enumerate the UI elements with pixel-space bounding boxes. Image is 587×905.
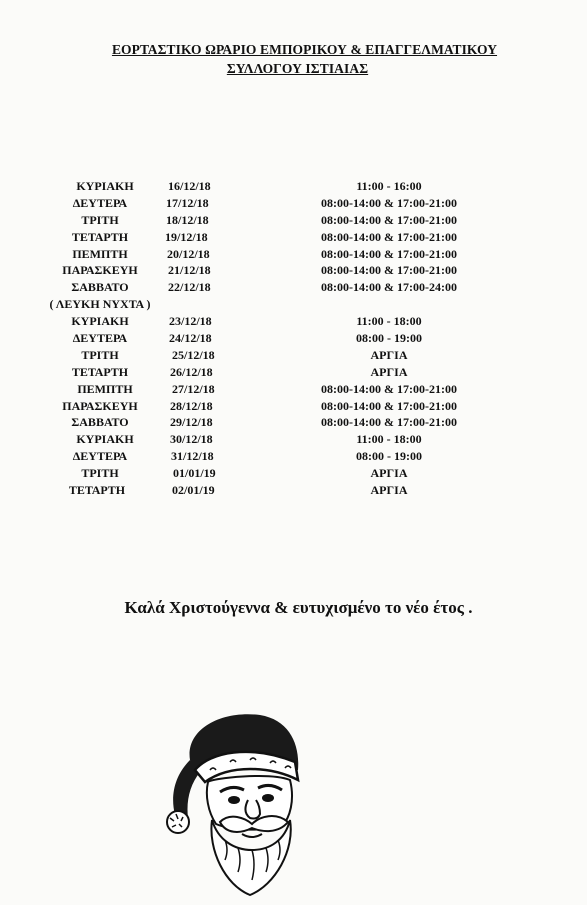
- schedule-date: 27/12/18: [172, 381, 215, 396]
- schedule-day: ΚΥΡΙΑΚΗ: [71, 314, 129, 329]
- schedule-row: [0, 398, 587, 415]
- schedule-date: 20/12/18: [167, 246, 210, 261]
- schedule-day: ΔΕΥΤΕΡΑ: [72, 449, 128, 464]
- schedule-row: [0, 347, 587, 364]
- schedule-row: [0, 296, 587, 313]
- schedule-day: ΣΑΒΒΑΤΟ: [71, 415, 129, 430]
- schedule-row: [0, 431, 587, 448]
- schedule-day: ΤΕΤΑΡΤΗ: [71, 229, 129, 244]
- schedule-day: ( ΛΕΥΚΗ ΝΥΧΤΑ ): [49, 297, 151, 312]
- schedule-day: ΠΑΡΑΣΚΕΥΗ: [62, 398, 138, 413]
- schedule-date: 25/12/18: [172, 347, 215, 362]
- schedule-row: [0, 212, 587, 229]
- schedule-row: [0, 246, 587, 263]
- schedule-day: ΤΡΙΤΗ: [81, 212, 119, 227]
- schedule-date: 30/12/18: [170, 432, 213, 447]
- schedule-day: ΚΥΡΙΑΚΗ: [76, 179, 134, 193]
- schedule-hours: 08:00-14:00 & 17:00-21:00: [321, 229, 457, 244]
- schedule-row: [0, 465, 587, 482]
- schedule-day: ΤΕΤΑΡΤΗ: [71, 364, 129, 379]
- schedule-date: 21/12/18: [168, 263, 211, 278]
- title-line-2: ΣΥΛΛΟΓΟΥ ΙΣΤΙΑΙΑΣ: [226, 61, 369, 76]
- schedule-day: ΠΕΜΠΤΗ: [72, 246, 128, 261]
- schedule-row: [0, 195, 587, 212]
- schedule-hours: 08:00-14:00 & 17:00-21:00: [321, 398, 457, 413]
- schedule-hours: 08:00-14:00 & 17:00-24:00: [321, 280, 457, 295]
- schedule-row: [0, 482, 587, 499]
- schedule-hours: 08:00-14:00 & 17:00-21:00: [321, 212, 457, 227]
- schedule-hours: ΑΡΓΙΑ: [370, 364, 408, 379]
- schedule-date: 17/12/18: [166, 195, 209, 210]
- schedule-row: [0, 279, 587, 296]
- schedule-row: [0, 178, 587, 195]
- schedule-date: 23/12/18: [169, 314, 212, 329]
- schedule-date: 31/12/18: [171, 449, 214, 464]
- schedule-date: 01/01/19: [173, 466, 216, 481]
- schedule-date: 22/12/18: [168, 280, 211, 295]
- holiday-schedule: [0, 178, 587, 499]
- schedule-day: ΔΕΥΤΕΡΑ: [72, 331, 128, 346]
- schedule-hours: 08:00 - 19:00: [356, 331, 422, 346]
- schedule-row: [0, 262, 587, 279]
- greeting-text: Καλά Χριστούγεννα & ευτυχισμένο το νέο έτος .: [124, 598, 473, 617]
- schedule-date: 16/12/18: [168, 179, 211, 193]
- schedule-date: 29/12/18: [170, 415, 213, 430]
- schedule-hours: 08:00 - 19:00: [356, 449, 422, 464]
- schedule-date: 24/12/18: [169, 331, 212, 346]
- schedule-day: ΚΥΡΙΑΚΗ: [76, 432, 134, 447]
- schedule-row: [0, 414, 587, 431]
- schedule-day: ΔΕΥΤΕΡΑ: [72, 195, 128, 210]
- schedule-day: ΠΕΜΠΤΗ: [77, 381, 133, 396]
- schedule-row: [0, 381, 587, 398]
- schedule-hours: 11:00 - 18:00: [356, 314, 422, 329]
- schedule-day: ΤΕΤΑΡΤΗ: [68, 483, 126, 498]
- schedule-date: 26/12/18: [170, 364, 213, 379]
- schedule-date: 18/12/18: [166, 212, 209, 227]
- schedule-hours: ΑΡΓΙΑ: [370, 483, 408, 498]
- schedule-row: [0, 229, 587, 246]
- schedule-date: 19/12/18: [165, 229, 208, 244]
- schedule-date: 28/12/18: [170, 398, 213, 413]
- schedule-date: 02/01/19: [172, 483, 215, 498]
- schedule-row: [0, 448, 587, 465]
- document-title: [0, 40, 587, 78]
- schedule-row: [0, 364, 587, 381]
- schedule-hours: ΑΡΓΙΑ: [370, 347, 408, 362]
- schedule-hours: ΑΡΓΙΑ: [370, 466, 408, 481]
- schedule-day: ΠΑΡΑΣΚΕΥΗ: [62, 263, 138, 278]
- schedule-hours: 11:00 - 18:00: [356, 432, 422, 447]
- schedule-hours: 08:00-14:00 & 17:00-21:00: [321, 263, 457, 278]
- schedule-hours: 08:00-14:00 & 17:00-21:00: [321, 415, 457, 430]
- schedule-hours: 08:00-14:00 & 17:00-21:00: [321, 195, 457, 210]
- schedule-day: ΣΑΒΒΑΤΟ: [71, 280, 129, 295]
- santa-claus-icon: [150, 700, 310, 900]
- schedule-row: [0, 313, 587, 330]
- schedule-hours: 08:00-14:00 & 17:00-21:00: [321, 246, 457, 261]
- schedule-hours: 08:00-14:00 & 17:00-21:00: [321, 381, 457, 396]
- schedule-hours: 11:00 - 16:00: [356, 179, 422, 193]
- schedule-day: ΤΡΙΤΗ: [81, 347, 119, 362]
- title-line-1: ΕΟΡΤΑΣΤΙΚΟ ΩΡΑΡΙΟ ΕΜΠΟΡΙΚΟΥ & ΕΠΑΓΓΕΛΜΑΤΙΚΟΥ: [111, 42, 498, 57]
- schedule-day: ΤΡΙΤΗ: [81, 466, 119, 481]
- schedule-row: [0, 330, 587, 347]
